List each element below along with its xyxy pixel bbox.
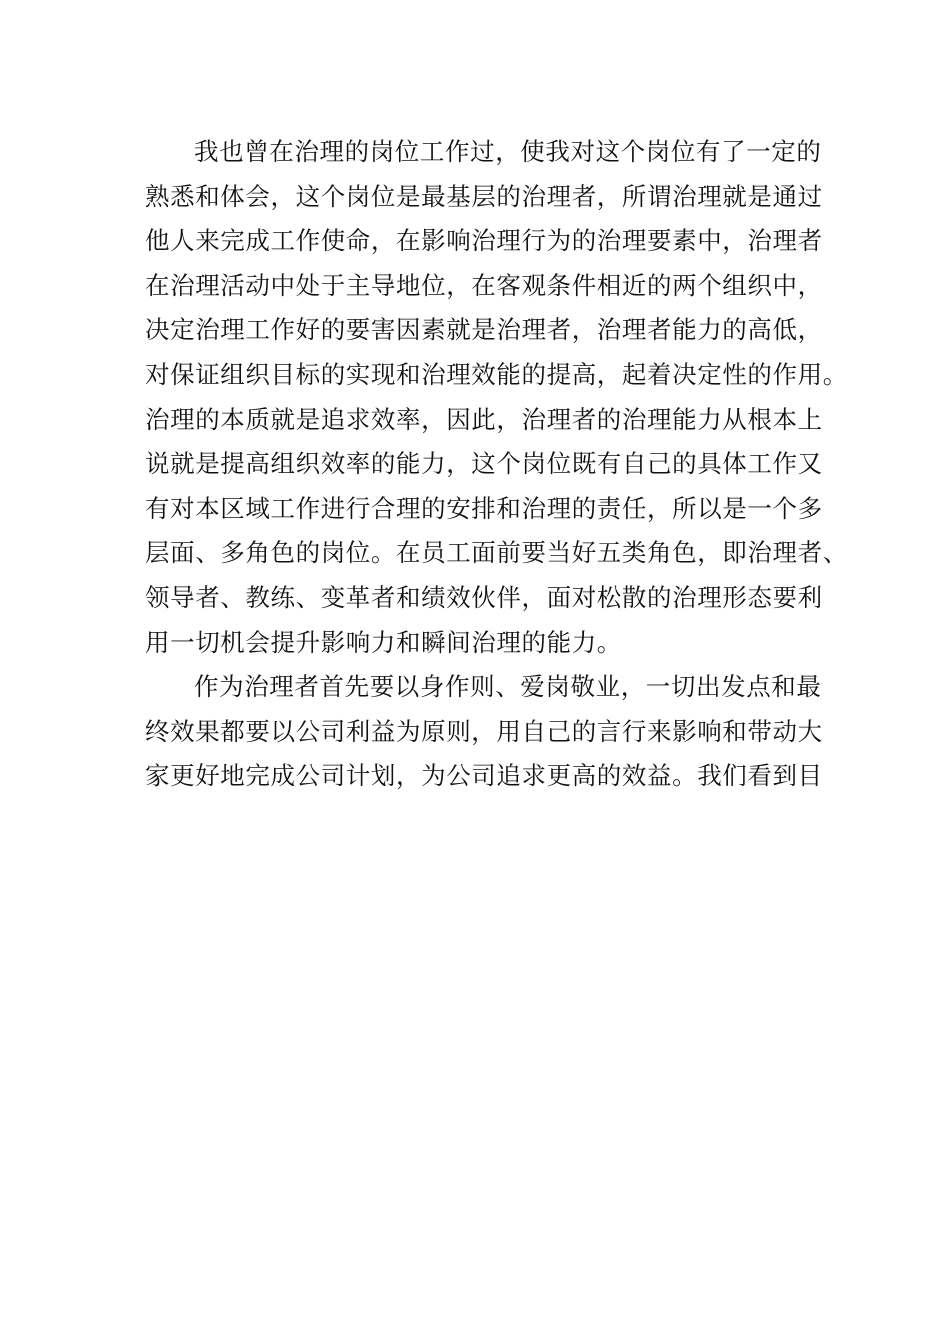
text-line: 家更好地完成公司计划，为公司追求更高的效益。我们看到目 bbox=[145, 761, 823, 791]
body-text bbox=[145, 130, 848, 799]
paragraph-1 bbox=[145, 130, 848, 665]
paragraph-2 bbox=[145, 665, 825, 799]
text-line: 我也曾在治理的岗位工作过，使我对这个岗位有了一定的 bbox=[194, 137, 822, 166]
text-line: 有对本区域工作进行合理的安排和治理的责任，所以是一个多 bbox=[145, 493, 823, 523]
text-line: 作为治理者首先要以身作则、爱岗敬业，一切出发点和最 bbox=[194, 672, 822, 702]
text-line: 终效果都要以公司利益为原则，用自己的言行来影响和带动大 bbox=[145, 716, 823, 746]
text-line: 层面、多角色的岗位。在员工面前要当好五类角色，即治理者、 bbox=[145, 538, 848, 568]
text-line: 用一切机会提升影响力和瞬间治理的能力。 bbox=[145, 627, 622, 657]
text-line: 他人来完成工作使命，在影响治理行为的治理要素中，治理者 bbox=[145, 226, 823, 256]
text-line: 在治理活动中处于主导地位，在客观条件相近的两个组织中， bbox=[145, 270, 823, 300]
text-line: 治理的本质就是追求效率，因此，治理者的治理能力从根本上 bbox=[145, 404, 823, 434]
text-line: 说就是提高组织效率的能力，这个岗位既有自己的具体工作又 bbox=[145, 449, 823, 479]
text-line: 决定治理工作好的要害因素就是治理者，治理者能力的高低， bbox=[145, 315, 823, 345]
text-line: 熟悉和体会，这个岗位是最基层的治理者，所谓治理就是通过 bbox=[145, 181, 823, 211]
text-line: 领导者、教练、变革者和绩效伙伴，面对松散的治理形态要利 bbox=[145, 582, 823, 612]
text-line: 对保证组织目标的实现和治理效能的提高，起着决定性的作用。 bbox=[145, 359, 848, 389]
